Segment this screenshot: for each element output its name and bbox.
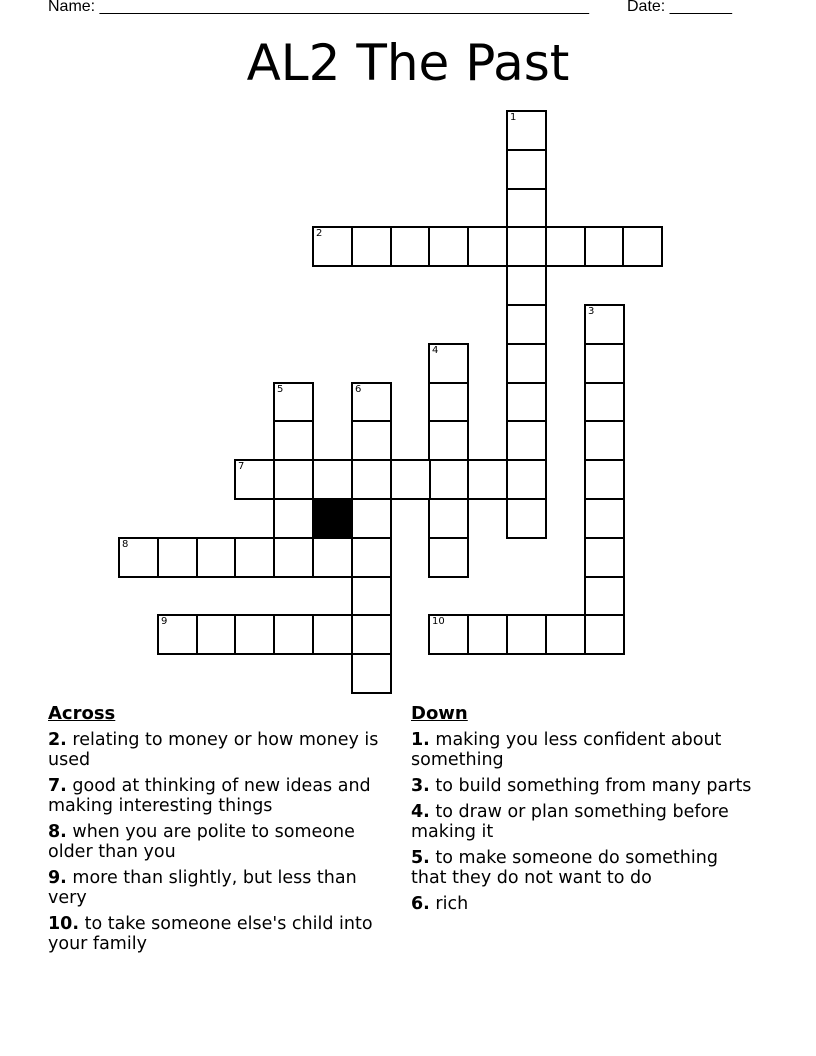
down-clue-1 <box>411 730 756 770</box>
grid-cell[interactable] <box>584 537 625 578</box>
grid-cell[interactable] <box>273 382 314 423</box>
clue-number-label: 8 <box>122 539 129 550</box>
grid-cell[interactable] <box>506 304 547 345</box>
grid-cell[interactable] <box>506 459 547 500</box>
grid-cell[interactable] <box>428 498 469 539</box>
grid-cell[interactable] <box>584 498 625 539</box>
grid-cell[interactable] <box>467 226 508 267</box>
grid-cell[interactable] <box>351 576 392 617</box>
across-clue-10 <box>48 914 393 954</box>
grid-cell[interactable] <box>622 226 663 267</box>
down-heading: Down <box>411 703 468 724</box>
down-clue-6 <box>411 894 756 914</box>
clue-text: to build something from many parts <box>435 776 752 796</box>
grid-cell[interactable] <box>351 653 392 694</box>
clue-text: rich <box>435 894 469 914</box>
clue-number-label: 6 <box>355 384 362 395</box>
clue-text: to draw or plan something before making it <box>411 802 729 842</box>
grid-cell[interactable] <box>584 343 625 384</box>
down-clue-5 <box>411 848 756 888</box>
across-clue-2 <box>48 730 393 770</box>
across-clue-7 <box>48 776 393 816</box>
grid-cell[interactable] <box>467 459 508 500</box>
grid-cell[interactable] <box>428 226 469 267</box>
clue-text: to make someone do something that they do not want to do <box>411 848 718 888</box>
across-heading: Across <box>48 703 116 724</box>
grid-cell[interactable] <box>196 537 237 578</box>
grid-cell[interactable] <box>584 304 625 345</box>
grid-cell[interactable] <box>273 459 314 500</box>
grid-cell[interactable] <box>506 382 547 423</box>
page-title: AL2 The Past <box>246 34 570 92</box>
grid-cell[interactable] <box>428 614 469 655</box>
clue-number: 7. <box>48 776 67 796</box>
across-clue-8 <box>48 822 393 862</box>
grid-cell[interactable] <box>506 420 547 461</box>
grid-cell[interactable] <box>584 382 625 423</box>
grid-cell[interactable] <box>506 110 547 151</box>
grid-cell[interactable] <box>428 459 469 500</box>
clue-number: 4. <box>411 802 430 822</box>
clue-number-label: 7 <box>238 461 245 472</box>
grid-cell[interactable] <box>584 420 625 461</box>
clue-number-label: 1 <box>510 112 517 123</box>
grid-cell[interactable] <box>234 459 275 500</box>
down-clue-3 <box>411 776 756 796</box>
grid-cell[interactable] <box>351 498 392 539</box>
grid-cell[interactable] <box>428 537 469 578</box>
grid-cell[interactable] <box>428 420 469 461</box>
grid-cell[interactable] <box>351 614 392 655</box>
grid-cell[interactable] <box>351 226 392 267</box>
clue-number-label: 5 <box>277 384 284 395</box>
grid-cell[interactable] <box>196 614 237 655</box>
clue-text: more than slightly, but less than very <box>48 868 357 908</box>
clue-number-label: 4 <box>432 345 439 356</box>
clue-number: 8. <box>48 822 67 842</box>
grid-cell[interactable] <box>428 343 469 384</box>
grid-cell[interactable] <box>118 537 159 578</box>
across-clues <box>48 703 393 960</box>
clue-text: good at thinking of new ideas and making interesting things <box>48 776 371 816</box>
grid-cell[interactable] <box>351 537 392 578</box>
grid-cell[interactable] <box>506 343 547 384</box>
name-field-label: Name: _______________________________________________________ <box>48 0 589 15</box>
grid-cell[interactable] <box>273 614 314 655</box>
clue-number-label: 10 <box>432 616 445 627</box>
grid-cell[interactable] <box>351 420 392 461</box>
grid-cell[interactable] <box>390 226 431 267</box>
grid-cell[interactable] <box>467 614 508 655</box>
grid-cell[interactable] <box>390 459 431 500</box>
down-clue-4 <box>411 802 756 842</box>
date-field-label: Date: _______ <box>627 0 732 15</box>
clue-number: 10. <box>48 914 80 934</box>
clue-number-label: 2 <box>316 228 323 239</box>
across-clue-9 <box>48 868 393 908</box>
grid-cell[interactable] <box>351 459 392 500</box>
grid-cell[interactable] <box>506 265 547 306</box>
grid-cell[interactable] <box>428 382 469 423</box>
clue-text: when you are polite to someone older than you <box>48 822 355 862</box>
grid-cell[interactable] <box>312 459 353 500</box>
clue-number: 6. <box>411 894 430 914</box>
clue-number-label: 9 <box>161 616 168 627</box>
grid-cell[interactable] <box>584 226 625 267</box>
clue-number: 5. <box>411 848 430 868</box>
blocked-cell <box>312 498 353 539</box>
grid-cell[interactable] <box>273 537 314 578</box>
clue-number: 1. <box>411 730 430 750</box>
grid-cell[interactable] <box>273 498 314 539</box>
grid-cell[interactable] <box>312 226 353 267</box>
clue-text: making you less confident about something <box>411 730 722 770</box>
clue-number: 9. <box>48 868 67 888</box>
grid-cell[interactable] <box>584 576 625 617</box>
grid-cell[interactable] <box>545 226 586 267</box>
grid-cell[interactable] <box>157 614 198 655</box>
clue-text: to take someone else's child into your family <box>48 914 373 954</box>
grid-cell[interactable] <box>351 382 392 423</box>
grid-cell[interactable] <box>506 614 547 655</box>
clue-number: 2. <box>48 730 67 750</box>
grid-cell[interactable] <box>545 614 586 655</box>
grid-cell[interactable] <box>506 226 547 267</box>
grid-cell[interactable] <box>584 459 625 500</box>
grid-cell[interactable] <box>157 537 198 578</box>
grid-cell[interactable] <box>506 149 547 190</box>
clue-number-label: 3 <box>588 306 595 317</box>
grid-cell[interactable] <box>234 537 275 578</box>
down-clues <box>411 703 756 920</box>
grid-cell[interactable] <box>234 614 275 655</box>
grid-cell[interactable] <box>584 614 625 655</box>
grid-cell[interactable] <box>506 188 547 229</box>
clue-number: 3. <box>411 776 430 796</box>
grid-cell[interactable] <box>312 614 353 655</box>
clue-text: relating to money or how money is used <box>48 730 379 770</box>
grid-cell[interactable] <box>273 420 314 461</box>
grid-cell[interactable] <box>506 498 547 539</box>
grid-cell[interactable] <box>312 537 353 578</box>
